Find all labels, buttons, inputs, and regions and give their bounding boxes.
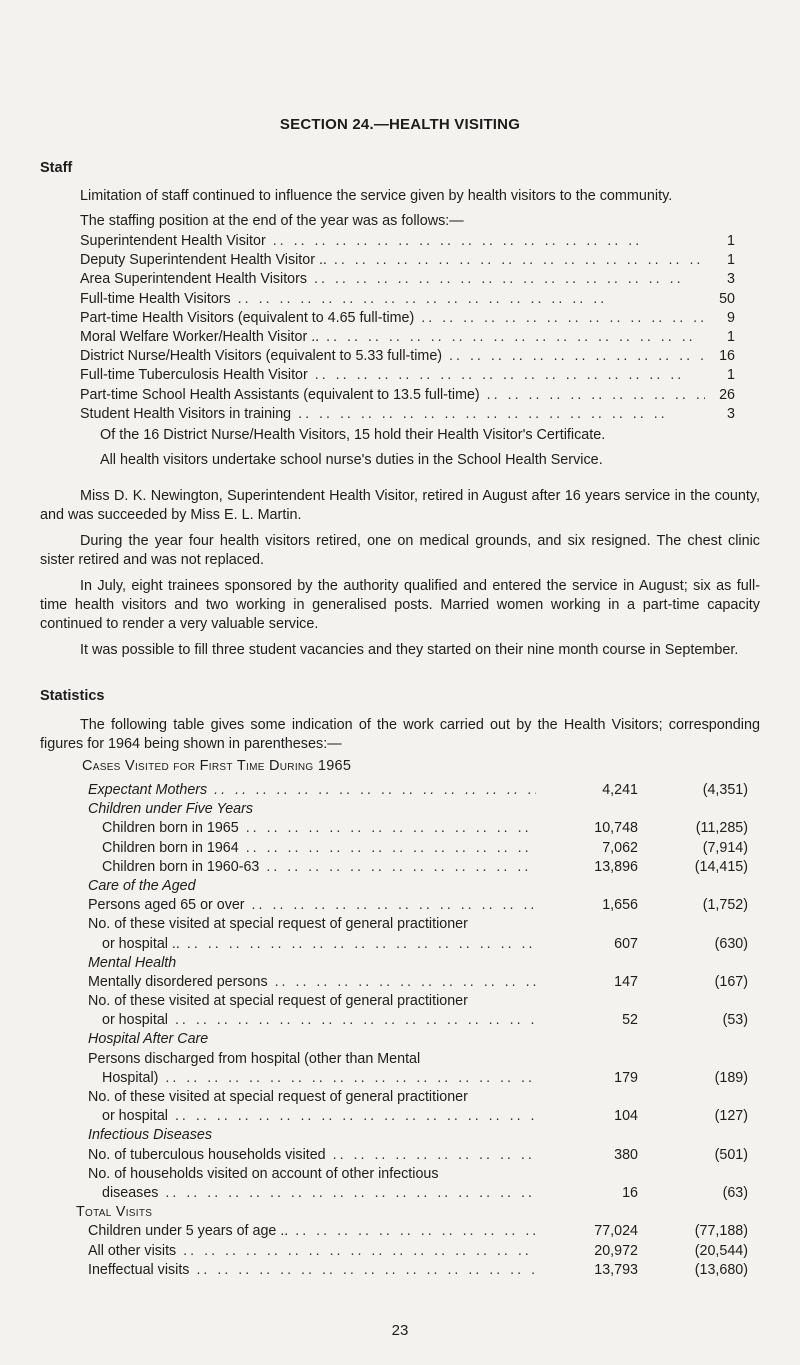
table-row: Mentally disordered persons .. .. 147 (167) [88, 973, 748, 992]
table-row: Children born in 1960-63 .. .. 13,896 (14,415) [88, 858, 748, 877]
table-row: or hospital .. .. 52 (53) [88, 1011, 748, 1030]
table-row: Hospital) .. .. 179 (189) [88, 1069, 748, 1088]
category-label: Hospital After Care [88, 1031, 209, 1048]
table-row: Children born in 1965 .. .. 10,748 (11,285) [88, 819, 748, 838]
table-row: Children born in 1964 .. .. 7,062 (7,914) [88, 839, 748, 858]
table-row: Expectant Mothers .. .. 4,241 (4,351) [88, 781, 748, 800]
table-row-line: No. of households visited on account of other infectious [88, 1165, 439, 1182]
staff-row: Deputy Superintendent Health Visitor .. .. .. 1 [80, 251, 735, 270]
cases-heading: Cases Visited for First Time During 1965 [82, 758, 352, 774]
category-label: Mental Health [88, 954, 177, 971]
staff-list [80, 232, 735, 424]
table-row-line: No. of these visited at special request of general practitioner [88, 993, 468, 1010]
staff-heading: Staff [40, 160, 73, 176]
category-label: Children under Five Years [88, 801, 254, 818]
statistics-intro: The following table gives some indication of the work carried out by the Health Visitors; corresponding figures for 1964 being shown in parentheses:— [40, 717, 760, 752]
staff-row: Moral Welfare Worker/Health Visitor .. .. .. 1 [80, 328, 735, 347]
table-row: Children under 5 years of age .. .. .. 77,024 (77,188) [88, 1222, 748, 1241]
staff-intro: Limitation of staff continued to influence the service given by health visitors to the community. [80, 188, 673, 204]
school-duties-note: All health visitors undertake school nurse's duties in the School Health Service. [100, 452, 603, 468]
staff-row: District Nurse/Health Visitors (equivalent to 5.33 full-time) .. .. 16 [80, 347, 735, 366]
staff-row: Student Health Visitors in training .. .. 3 [80, 405, 735, 424]
table-row: No. of tuberculous households visited .. .. 380 (501) [88, 1146, 748, 1165]
section-title: SECTION 24.—HEALTH VISITING [279, 116, 521, 133]
staffing-position-intro: The staffing position at the end of the year was as follows:— [80, 213, 464, 229]
table-row: or hospital .. .. .. 607 (630) [88, 935, 748, 954]
staff-row: Part-time School Health Assistants (equivalent to 13.5 full-time) .. .. 26 [80, 386, 735, 405]
table-row: diseases .. .. 16 (63) [88, 1184, 748, 1203]
table-row: or hospital .. .. 104 (127) [88, 1107, 748, 1126]
staff-row: Area Superintendent Health Visitors .. .. 3 [80, 270, 735, 289]
table-row: All other visits .. .. 20,972 (20,544) [88, 1242, 748, 1261]
table-row-line: Persons discharged from hospital (other than Mental [88, 1050, 421, 1067]
table-row-line: No. of these visited at special request of general practitioner [88, 1089, 468, 1105]
category-label: Infectious Diseases [88, 1127, 212, 1144]
statistics-heading: Statistics [40, 688, 105, 704]
table-row-line: No. of these visited at special request of general practitioner [88, 916, 468, 933]
trainees-paragraph: In July, eight trainees sponsored by the authority qualified and entered the service in August; six as full-time health visitors and two working in generalised posts. Married women working in a part-time capacity continued to render a very valuable service. [40, 578, 760, 632]
student-vacancies-paragraph: It was possible to fill three student vacancies and they started on their nine month course in September. [80, 642, 739, 658]
certificate-note: Of the 16 District Nurse/Health Visitors, 15 hold their Health Visitor's Certificate. [100, 427, 606, 443]
staff-row: Full-time Health Visitors .. .. 50 [80, 290, 735, 309]
staff-row: Part-time Health Visitors (equivalent to 4.65 full-time) .. .. 9 [80, 309, 735, 328]
category-label: Total Visits [76, 1204, 153, 1221]
table-row: Persons aged 65 or over .. .. 1,656 (1,752) [88, 896, 748, 915]
retirement-paragraph: Miss D. K. Newington, Superintendent Health Visitor, retired in August after 16 years service in the county, and was succeeded by Miss E. L. Martin. [40, 488, 760, 523]
staff-row: Superintendent Health Visitor .. .. 1 [80, 232, 735, 251]
table-row: Ineffectual visits .. .. 13,793 (13,680) [88, 1261, 748, 1280]
resignations-paragraph: During the year four health visitors retired, one on medical grounds, and six resigned. The chest clinic sister retired and was not replaced. [40, 533, 760, 568]
page-number: 23 [391, 1322, 409, 1339]
statistics-table [76, 781, 748, 1280]
staff-row: Full-time Tuberculosis Health Visitor .. .. 1 [80, 366, 735, 385]
category-label: Care of the Aged [88, 877, 196, 894]
